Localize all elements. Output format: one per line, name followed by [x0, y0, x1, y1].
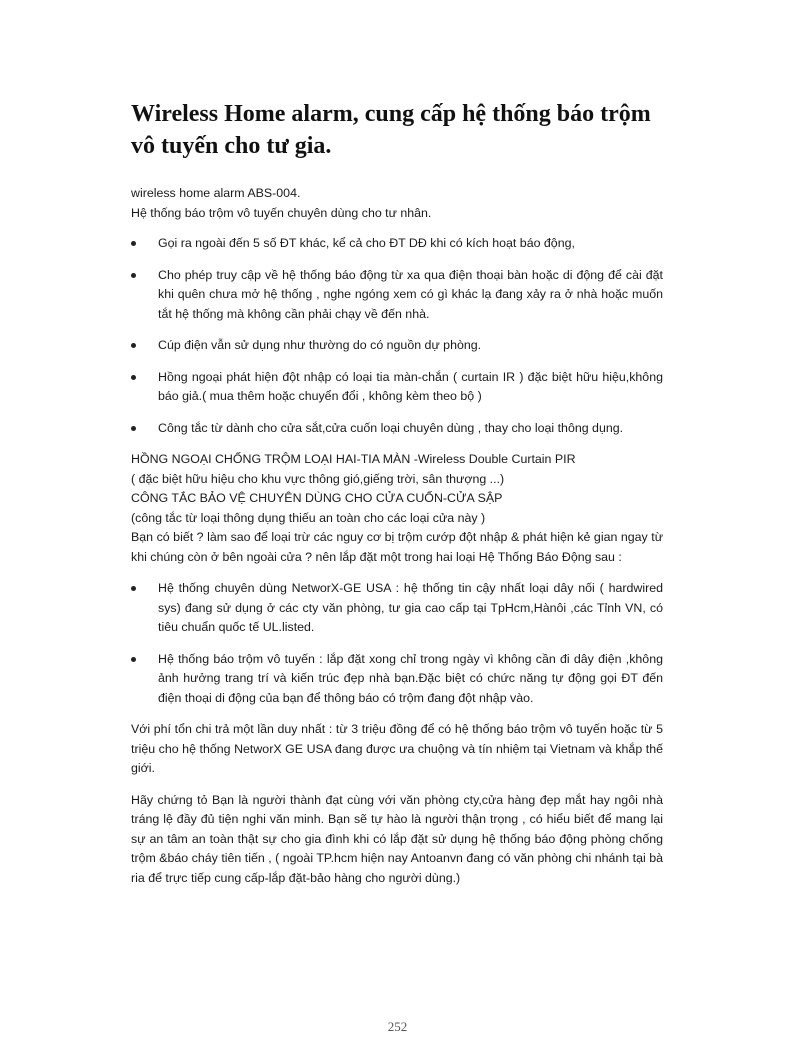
- bullet-icon: [131, 241, 136, 246]
- list-item: Hệ thống chuyên dùng NetworX-GE USA : hệ thống tin cậy nhất loại dây nối ( hardwired sys) đang sử dụng ở các cty văn phòng, tư gia cao cấp tại TpHcm,Hànôi ,các Tỉnh VN, có tiêu chuẩn quốc tế UL.listed.: [131, 579, 663, 638]
- list-item: Hệ thống báo trộm vô tuyến : lắp đặt xong chỉ trong ngày vì không cần đi dây điện ,không ảnh hưởng trang trí và kiến trúc đẹp nhà bạn.Đặc biệt có chức năng tự động gọi ĐT đến điện thoại di động của bạn để thông báo có trộm đang đột nhập vào.: [131, 650, 663, 709]
- feature-list: [131, 234, 663, 438]
- document-page: [131, 98, 663, 900]
- intro-description: Hệ thống báo trộm vô tuyến chuyên dùng cho tư nhân.: [131, 205, 432, 220]
- bullet-icon: [131, 343, 136, 348]
- list-item: Cúp điện vẫn sử dụng như thường do có nguồn dự phòng.: [131, 336, 663, 356]
- bullet-icon: [131, 375, 136, 380]
- system-list: [131, 579, 663, 708]
- product-pir-note: ( đặc biệt hữu hiệu cho khu vực thông gió,giếng trời, sân thượng ...): [131, 471, 505, 486]
- bullet-icon: [131, 586, 136, 591]
- list-item: Cho phép truy cập về hệ thống báo động từ xa qua điện thoại bàn hoặc di động để cài đặt khi quên chưa mở hệ thống , nghe ngóng xem có gì khác lạ đang xảy ra ở nhà hoặc muốn tắt hệ thống mà không cần phải chạy về đến nhà.: [131, 266, 663, 325]
- page-number: 252: [387, 1019, 408, 1034]
- product-switch-note: (công tắc từ loại thông dụng thiếu an toàn cho các loại cửa này ): [131, 510, 486, 525]
- page-title: Wireless Home alarm, cung cấp hệ thống báo trộm vô tuyến cho tư gia.: [131, 101, 651, 159]
- cost-paragraph: Với phí tổn chi trả một lần duy nhất : từ 3 triệu đồng để có hệ thống báo trộm vô tuyến hoặc từ 5 triệu cho hệ thống NetworX GE USA đang được ưa chuộng và tín nhiệm tại Vietnam và khắp thế giới.: [131, 722, 663, 775]
- list-item: Gọi ra ngoài đến 5 số ĐT khác, kể cả cho ĐT DĐ khi có kích hoạt báo động,: [131, 234, 663, 254]
- question-paragraph: Bạn có biết ? làm sao để loại trừ các nguy cơ bị trộm cướp đột nhập & phát hiện kẻ gian ngay từ khi chúng còn ở bên ngoài cửa ? nên lắp đặt một trong hai loại Hệ Thống Báo Động sau :: [131, 530, 663, 564]
- closing-paragraph: Hãy chứng tỏ Bạn là người thành đạt cùng với văn phòng cty,cửa hàng đẹp mắt hay ngôi nhà tráng lệ đầy đủ tiện nghi văn minh. Bạn sẽ tự hào là người thận trọng , có hiểu biết để mang lại sự an tâm an toàn thật sự cho gia đình khi có lắp đặt sử dụng hệ thống báo động phòng chống trộm &báo cháy tiên tiến , ( ngoài TP.hcm hiện nay Antoanvn đang có văn phòng chi nhánh tại bà ria để trực tiếp cung cấp-lắp đặt-bảo hàng cho người dùng.): [131, 792, 663, 885]
- bullet-icon: [131, 273, 136, 278]
- bullet-icon: [131, 426, 136, 431]
- intro-model: wireless home alarm ABS-004.: [131, 186, 301, 200]
- bullet-icon: [131, 657, 136, 662]
- intro: [131, 184, 663, 223]
- products-block: [131, 450, 663, 567]
- list-item: Công tắc từ dành cho cửa sắt,cửa cuốn loại chuyên dùng , thay cho loại thông dụng.: [131, 419, 663, 439]
- product-switch: CÔNG TẮC BẢO VỆ CHUYÊN DÙNG CHO CỬA CUỐN-CỬA SẬP: [131, 491, 503, 505]
- list-item: Hồng ngoại phát hiện đột nhập có loại tia màn-chắn ( curtain IR ) đặc biệt hữu hiệu,không báo giả.( mua thêm hoặc chuyển đổi , không kèm theo bộ ): [131, 368, 663, 407]
- product-pir: HỒNG NGOẠI CHỐNG TRỘM LOẠI HAI-TIA MÀN -Wireless Double Curtain PIR: [131, 452, 576, 466]
